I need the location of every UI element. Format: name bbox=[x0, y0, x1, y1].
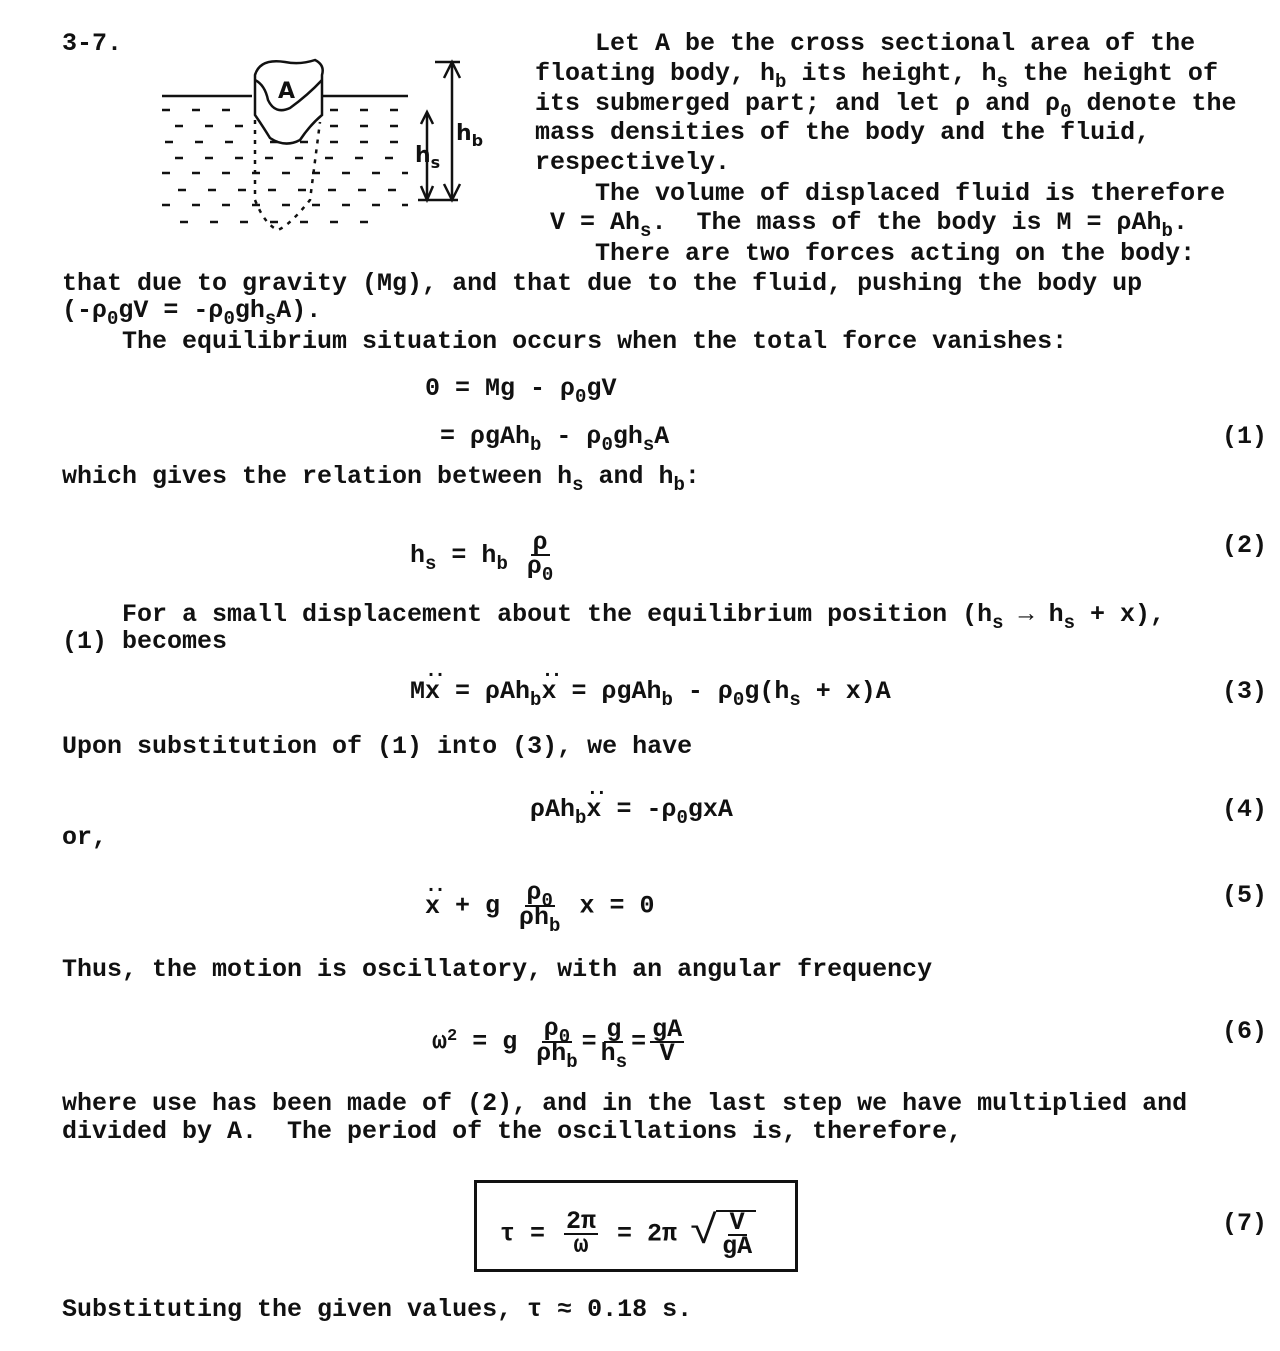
subscript: 0 bbox=[558, 1026, 571, 1048]
equation-number-7: (7) bbox=[1222, 1209, 1268, 1238]
superscript: 2 bbox=[447, 1026, 458, 1046]
fraction bbox=[526, 528, 554, 586]
denominator bbox=[659, 1039, 675, 1068]
text-line bbox=[62, 628, 227, 656]
denominator bbox=[722, 1232, 753, 1261]
text-run: A). bbox=[276, 296, 322, 325]
text-run: For a small displacement about the equilibrium position (h bbox=[62, 600, 993, 629]
denominator bbox=[519, 903, 561, 937]
text-run: respectively. bbox=[535, 148, 731, 177]
text-run: There are two forces acting on the body: bbox=[535, 239, 1196, 268]
text-run: its height, h bbox=[786, 59, 997, 88]
equation-7 bbox=[500, 1207, 756, 1261]
equation-number-3: (3) bbox=[1222, 677, 1268, 706]
text-run: + x)A bbox=[800, 677, 891, 706]
subscript: 0 bbox=[732, 689, 745, 711]
text-run: . The mass of the body is M = ρAh bbox=[651, 208, 1162, 237]
subscript: b bbox=[530, 689, 542, 711]
area-label: A bbox=[278, 79, 296, 104]
text-run: - ρ bbox=[672, 677, 733, 706]
text-line bbox=[535, 149, 730, 177]
subscript: s bbox=[425, 553, 437, 576]
text-line bbox=[62, 1118, 962, 1146]
text-run: V bbox=[729, 1208, 745, 1237]
double-dot-variable: .. x bbox=[586, 796, 601, 824]
text-line bbox=[62, 733, 692, 761]
equation-number-4: (4) bbox=[1222, 795, 1268, 824]
text-run: + x), bbox=[1074, 600, 1165, 629]
text-run: ρ bbox=[526, 552, 542, 581]
fraction bbox=[722, 1208, 753, 1261]
text-run: its submerged part; and let ρ and ρ bbox=[535, 89, 1061, 118]
text-run: = bbox=[631, 1027, 647, 1057]
text-line bbox=[535, 59, 1218, 93]
text-run: ρ bbox=[543, 1014, 559, 1043]
text-line bbox=[62, 462, 700, 496]
text-line bbox=[62, 296, 322, 330]
text-line bbox=[535, 240, 1195, 268]
text-run: (1) becomes bbox=[62, 627, 228, 656]
text-line bbox=[535, 208, 1188, 242]
fraction bbox=[536, 1014, 578, 1073]
text-run: = 2π bbox=[602, 1219, 693, 1249]
subscript: b bbox=[566, 1051, 578, 1073]
text-run: = -ρ bbox=[601, 795, 677, 824]
text-run: → h bbox=[1003, 600, 1064, 629]
text-run: x = 0 bbox=[564, 891, 655, 921]
subscript: b bbox=[575, 807, 587, 829]
text-run: gh bbox=[612, 422, 643, 451]
subscript: s bbox=[992, 612, 1004, 634]
text-run: which gives the relation between h bbox=[62, 462, 573, 491]
text-line bbox=[62, 1090, 1187, 1118]
fraction bbox=[519, 878, 561, 937]
text-run: where use has been made of (2), and in the last step we have multiplied and bbox=[62, 1089, 1188, 1118]
fraction bbox=[564, 1207, 598, 1260]
text-run: g bbox=[606, 1014, 622, 1044]
text-run: ρh bbox=[536, 1039, 567, 1068]
subscript: s bbox=[1063, 612, 1075, 634]
text-line bbox=[62, 1296, 692, 1324]
text-run: - ρ bbox=[541, 422, 602, 451]
text-run: gA bbox=[652, 1015, 683, 1044]
text-run: floating body, h bbox=[535, 59, 776, 88]
subscript: s bbox=[572, 474, 584, 496]
text-run: = ρgAh bbox=[440, 422, 531, 451]
text-run: . bbox=[1172, 208, 1188, 237]
text-run: gV bbox=[586, 374, 617, 403]
subscript: b bbox=[1161, 220, 1173, 242]
double-dot-variable: .. x bbox=[425, 678, 440, 706]
fraction bbox=[650, 1015, 684, 1068]
text-run: = g bbox=[457, 1027, 533, 1057]
text-line bbox=[62, 600, 1165, 634]
subscript: b bbox=[496, 553, 508, 576]
double-dot-variable: .. x bbox=[541, 678, 556, 706]
problem-number: 3-7. bbox=[62, 29, 123, 58]
text-run: : bbox=[684, 462, 700, 491]
subscript: s bbox=[789, 689, 801, 711]
text-run: 0 = Mg - ρ bbox=[425, 374, 576, 403]
subscript: s bbox=[642, 434, 655, 456]
text-run: divided by A. The period of the oscillations is, therefore, bbox=[62, 1117, 963, 1146]
subscript: b bbox=[530, 434, 542, 456]
subscript: 0 bbox=[601, 434, 613, 456]
text-run: Thus, the motion is oscillatory, with an angular frequency bbox=[62, 955, 933, 984]
text-run: ω bbox=[432, 1027, 448, 1057]
subscript: 0 bbox=[223, 308, 235, 330]
equation-number-1: (1) bbox=[1222, 422, 1268, 451]
text-run: + g bbox=[440, 891, 516, 921]
text-run: ρ bbox=[526, 878, 542, 907]
text-line bbox=[62, 328, 1067, 356]
subscript: b bbox=[775, 71, 787, 93]
text-run: V bbox=[659, 1039, 675, 1068]
text-run: The volume of displaced fluid is therefore bbox=[535, 179, 1226, 208]
text-run bbox=[508, 541, 523, 570]
equation-1b bbox=[440, 422, 670, 456]
radical-sign: √ bbox=[689, 1211, 719, 1256]
subscript: 0 bbox=[541, 564, 554, 586]
equation-4 bbox=[530, 795, 733, 829]
floating-body-figure bbox=[150, 50, 490, 240]
text-run: A bbox=[654, 422, 670, 451]
denominator bbox=[526, 552, 554, 586]
subscript: s bbox=[996, 71, 1008, 93]
text-run: = ρgAh bbox=[556, 677, 662, 706]
double-dot-variable: .. x bbox=[425, 893, 440, 921]
equation-2 bbox=[410, 528, 557, 586]
text-run: ω bbox=[573, 1231, 589, 1260]
text-line bbox=[535, 180, 1225, 208]
text-run: that due to gravity (Mg), and that due to the fluid, pushing the body up bbox=[62, 269, 1143, 298]
text-run: τ = bbox=[500, 1219, 561, 1249]
text-line bbox=[535, 30, 1195, 58]
hb-label: $h_b$ bbox=[456, 121, 484, 150]
text-run: mass densities of the body and the fluid, bbox=[535, 118, 1151, 147]
text-run: gxA bbox=[687, 795, 733, 824]
subscript: s bbox=[264, 308, 277, 330]
text-run: and h bbox=[583, 462, 674, 491]
text-line bbox=[535, 119, 1150, 147]
text-run: = h bbox=[436, 541, 497, 571]
text-run: gh bbox=[234, 296, 265, 325]
equation-number-5: (5) bbox=[1222, 881, 1268, 910]
text-run: = bbox=[581, 1027, 597, 1057]
subscript: 0 bbox=[541, 890, 553, 912]
equation-3 bbox=[410, 677, 891, 711]
text-run: ρh bbox=[519, 903, 550, 932]
text-line bbox=[62, 824, 107, 852]
text-run: M bbox=[410, 677, 426, 706]
equation-5 bbox=[425, 878, 655, 937]
text-run: ρ bbox=[532, 528, 548, 557]
square-root bbox=[689, 1208, 756, 1261]
text-run: = ρAh bbox=[440, 677, 531, 706]
subscript: 0 bbox=[107, 308, 119, 330]
subscript: b bbox=[549, 915, 561, 937]
text-run: Upon substitution of (1) into (3), we have bbox=[62, 732, 693, 761]
text-run: gA bbox=[722, 1232, 753, 1261]
text-run: Let A be the cross sectional area of the bbox=[535, 29, 1196, 58]
subscript: 0 bbox=[1060, 101, 1072, 123]
equation-6 bbox=[432, 1014, 688, 1073]
text-run: (-ρ bbox=[62, 296, 108, 325]
text-run: or, bbox=[62, 823, 108, 852]
fraction bbox=[600, 1014, 628, 1073]
equation-1a bbox=[425, 374, 617, 408]
denominator bbox=[573, 1231, 589, 1260]
text-run: g(h bbox=[744, 677, 790, 706]
text-run: h bbox=[410, 541, 426, 571]
text-line bbox=[535, 89, 1237, 123]
equation-number-2: (2) bbox=[1222, 531, 1268, 560]
subscript: 0 bbox=[575, 386, 587, 408]
subscript: s bbox=[615, 1050, 628, 1073]
text-run: denote the bbox=[1071, 89, 1237, 118]
text-run: the height of bbox=[1007, 59, 1218, 88]
denominator bbox=[536, 1039, 578, 1073]
equation-number-6: (6) bbox=[1222, 1017, 1268, 1046]
subscript: b bbox=[673, 474, 685, 496]
subscript: s bbox=[640, 220, 652, 242]
text-run: h bbox=[600, 1038, 616, 1068]
text-run: gV = -ρ bbox=[118, 296, 224, 325]
text-run: Substituting the given values, τ ≈ 0.18 s. bbox=[62, 1295, 693, 1324]
text-line bbox=[62, 270, 1142, 298]
text-run: 2π bbox=[566, 1207, 597, 1236]
text-line bbox=[62, 956, 932, 984]
text-run: V = Ah bbox=[535, 208, 641, 237]
text-run: ρAh bbox=[530, 795, 576, 824]
radicand bbox=[716, 1208, 756, 1261]
hs-label: $h_s$ bbox=[415, 143, 441, 172]
subscript: b bbox=[661, 689, 673, 711]
text-run: The equilibrium situation occurs when the total force vanishes: bbox=[62, 327, 1068, 356]
subscript: 0 bbox=[676, 807, 688, 829]
denominator bbox=[600, 1038, 628, 1073]
